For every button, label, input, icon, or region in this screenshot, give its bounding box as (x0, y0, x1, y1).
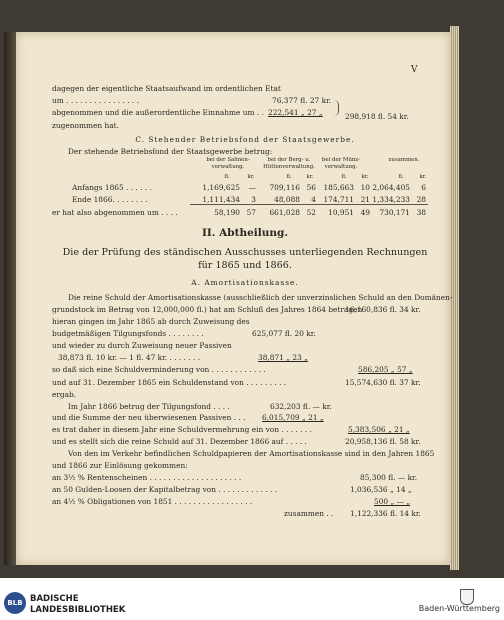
table-cell: 6 (421, 183, 426, 192)
amount: 20,958,136 fl. 58 kr. (345, 437, 421, 446)
part-subtitle: Die der Prüfung des ständischen Ausschusses unterliegenden Rechnungen (62, 247, 428, 258)
unit-label: kr. (306, 174, 314, 180)
page-number: V (411, 65, 418, 75)
text-line: um . . . . . . . . . . . . . . . . (52, 96, 139, 105)
blb-logo-icon: BLB (4, 592, 26, 614)
text-line: es trat daher in diesem Jahr eine Schuldvermehrung ein von . . . . . . . (52, 425, 312, 434)
column-header: verwaltung. (324, 164, 358, 170)
text-line: abgenommen und die außerordentliche Einnahme um . . (52, 108, 264, 117)
amount: 586,205 „ 57 „ (358, 365, 413, 374)
library-name: BADISCHE (30, 594, 79, 604)
amount: 1,036,536 „ 14 „ (350, 485, 412, 494)
unit-label: kr. (419, 174, 427, 180)
table-cell: 709,116 (269, 183, 300, 192)
amount: 16,160,836 fl. 34 kr. (345, 305, 421, 314)
table-cell: 174,711 (323, 195, 354, 204)
library-name: LANDESBIBLIOTHEK (30, 605, 126, 615)
amount: 38,871 „ 23 „ (258, 353, 308, 362)
section-heading: C. Stehender Betriebsfond der Staatsgewerbe. (135, 135, 355, 144)
table-cell: 48,088 (274, 195, 300, 204)
part-subtitle: für 1865 und 1866. (198, 260, 292, 271)
amount: 15,574,630 fl. 37 kr. (345, 378, 421, 387)
table-cell: 661,028 (269, 208, 300, 217)
text-line: zusammen . . (284, 509, 334, 518)
table-cell: 52 (306, 208, 316, 217)
unit-label: fl. (286, 174, 292, 180)
text-line: hieran gingen im Jahr 1865 ab durch Zuweisung des (52, 317, 250, 326)
table-cell: 185,663 (323, 183, 354, 192)
table-cell: 1,334,233 (372, 195, 410, 204)
text-line: an 4½ % Obligationen von 1851 . . . . . . . . . . . . . . . . . (52, 497, 253, 506)
table-cell: 1,111,434 (202, 195, 240, 204)
text-line: Der stehende Betriebsfond der Staatsgewerbe betrug: (68, 147, 273, 156)
amount: 222,541 „ 27 „ (268, 108, 323, 117)
table-cell: 3 (251, 195, 256, 204)
table-cell: 1,169,625 (202, 183, 240, 192)
table-cell: 28 (416, 195, 426, 204)
section-heading: A. Amortisationskasse. (191, 278, 299, 287)
text-line: und es stellt sich die reine Schuld auf 31. Dezember 1866 auf . . . . . (52, 437, 307, 446)
amount: 500 „ — „ (374, 497, 411, 506)
column-header: zusammen. (388, 157, 420, 163)
text-line: an 50 Gulden-Loosen der Kapitalbetrag von . . . . . . . . . . . . . (52, 485, 278, 494)
book-gutter (4, 32, 16, 565)
amount: 632,203 fl. — kr. (270, 402, 332, 411)
amount: 5,383,506 „ 21 „ (348, 425, 410, 434)
text-line: und auf 31. Dezember 1865 ein Schuldenstand von . . . . . . . . . (52, 378, 287, 387)
text-line: und 1866 zur Einlösung gekommen: (52, 461, 188, 470)
amount-total: 298,918 fl. 54 kr. (345, 112, 409, 121)
text-line: so daß sich eine Schuldverminderung von . . . . . . . . . . . . (52, 365, 266, 374)
column-header: bei der Münz- (321, 157, 361, 163)
row-label: Anfangs 1865 . . . . . . (72, 183, 152, 192)
table-cell: 2,064,405 (372, 183, 410, 192)
row-label: er hat also abgenommen um . . . . (52, 208, 178, 217)
table-cell: 21 (360, 195, 370, 204)
table-cell: 56 (306, 183, 316, 192)
table-rule (190, 204, 428, 205)
unit-label: fl. (224, 174, 230, 180)
table-cell: 58,190 (214, 208, 240, 217)
table-cell: 57 (246, 208, 256, 217)
part-heading: II. Abtheilung. (201, 227, 289, 239)
table-cell: 730,171 (379, 208, 410, 217)
text-line: an 3½ % Rentenscheinen . . . . . . . . . . . . . . . . . . . . (52, 473, 242, 482)
unit-label: kr. (361, 174, 369, 180)
state-name: Baden-Württemberg (418, 604, 500, 613)
amount: 76,377 fl. 27 kr. (272, 96, 332, 105)
column-header: verwaltung. (211, 164, 245, 170)
text-line: ergab. (52, 390, 77, 399)
unit-label: fl. (398, 174, 404, 180)
text-line: Die reine Schuld der Amortisationskasse (ausschließlich der unverzinslichen Schuld an den Domänen- (68, 293, 453, 302)
brace (334, 100, 339, 116)
text-line: zugenommen hat. (52, 121, 119, 130)
column-header: bei der Berg- u. (267, 157, 311, 163)
text-line: Im Jahr 1866 betrug der Tilgungsfond . . . . (68, 402, 230, 411)
table-cell: 10 (360, 183, 370, 192)
table-cell: — (248, 183, 256, 192)
table-cell: 49 (360, 208, 370, 217)
unit-label: fl. (341, 174, 347, 180)
unit-label: kr. (247, 174, 255, 180)
column-header: Hüttenverwaltung. (263, 164, 315, 170)
amount: 85,300 fl. — kr. (360, 473, 418, 482)
text-line: grundstock im Betrag von 12,000,000 fl.) hat am Schluß des Jahres 1864 betragen (52, 305, 363, 314)
text-line: und wieder zu durch Zuweisung neuer Passiven (52, 341, 232, 350)
column-header: bei der Salinen- (206, 157, 250, 163)
text-line: und die Summe der neu überwiesenen Passiven . . . (52, 413, 246, 422)
text-line: budgetmäßigen Tilgungsfonds . . . . . . . . (52, 329, 204, 338)
amount-total: 1,122,336 fl. 14 kr. (350, 509, 421, 518)
text-line: 38,873 fl. 10 kr. — 1 fl. 47 kr. . . . . . . . (58, 353, 201, 362)
row-label: Ende 1866. . . . . . . . (72, 195, 148, 204)
table-cell: 4 (311, 195, 316, 204)
table-cell: 10,951 (328, 208, 354, 217)
table-cell: 38 (416, 208, 426, 217)
text-line: Von den im Verkehr befindlichen Schuldpapieren der Amortisationskasse sind in den Jahren 1865 (68, 449, 435, 458)
text-line: dagegen der eigentliche Staatsaufwand im ordentlichen Etat (52, 84, 281, 93)
coat-of-arms-icon (460, 589, 474, 605)
amount: 625,077 fl. 20 kr. (252, 329, 316, 338)
amount: 6,015,709 „ 21 „ (262, 413, 324, 422)
